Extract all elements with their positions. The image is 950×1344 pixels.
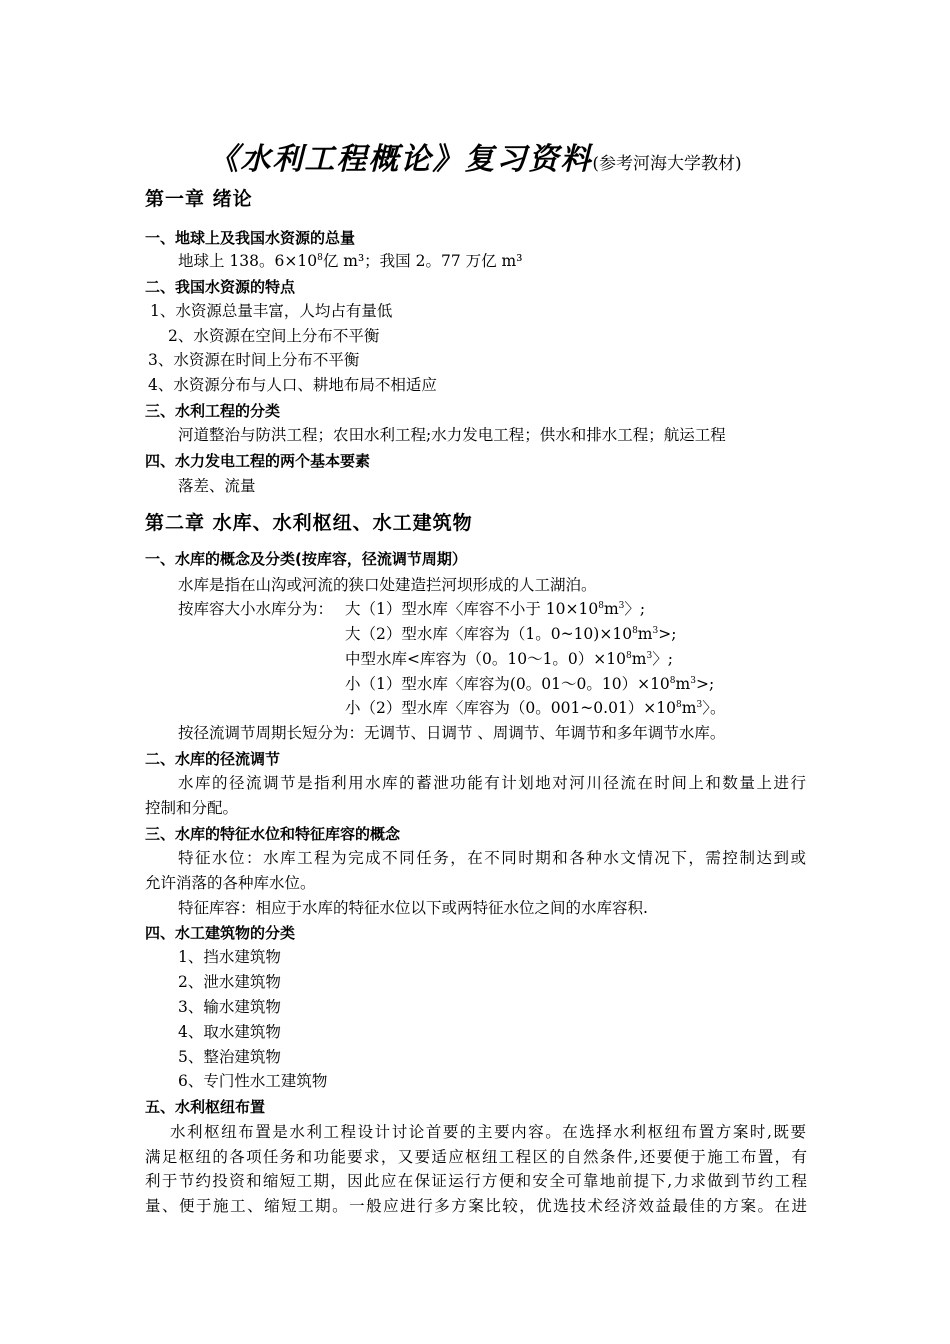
list-item: 1、水资源总量丰富，人均占有量低 <box>150 302 393 320</box>
paragraph: 按径流调节周期长短分为：无调节、日调节 、周调节、年调节和多年调节水库。 <box>178 724 726 742</box>
title-subtitle: (参考河海大学教材) <box>592 154 742 174</box>
list-item: 小（2）型水库〈库容为（0。$001\sim 0.01)\times 10^8m^3$〉。 <box>345 699 726 717</box>
paragraph: 允许消落的各种库水位。 <box>145 874 316 892</box>
list-item: 6、专门性水工建筑物 <box>178 1072 328 1090</box>
section-heading: 二、水库的径流调节 <box>145 750 281 768</box>
list-item: 4、水资源分布与人口、耕地布局不相适应 <box>148 376 437 394</box>
paragraph: 特征水位：水库工程为完成不同任务，在不同时期和各种水文情况下，需控制达到或 <box>178 849 806 867</box>
section-heading: 二、我国水资源的特点 <box>145 278 296 296</box>
section-heading: 一、地球上及我国水资源的总量 <box>145 229 356 247</box>
list-item: 3、输水建筑物 <box>178 998 281 1016</box>
paragraph: 特征库容：相应于水库的特征水位以下或两特征水位之间的水库容积. <box>178 899 648 917</box>
paragraph: 控制和分配。 <box>145 799 239 817</box>
section-heading: 五、水利枢纽布置 <box>145 1098 266 1116</box>
list-item: 4、取水建筑物 <box>178 1023 281 1041</box>
paragraph: 水利枢纽布置是水利工程设计讨论首要的主要内容。在选择水利枢纽布置方案时,既要 <box>170 1123 806 1141</box>
list-item: 3、水资源在时间上分布不平衡 <box>148 351 360 369</box>
paragraph: 地球上 138。$6\times 10^8$亿 m³；我国 2。77 万亿 m³ <box>178 252 523 270</box>
list-item: 2、水资源在空间上分布不平衡 <box>168 327 380 345</box>
list-item: 2、泄水建筑物 <box>178 973 281 991</box>
list-item: 1、挡水建筑物 <box>178 948 281 966</box>
paragraph: 量、便于施工、缩短工期。一般应进行多方案比较，优选技术经济效益最佳的方案。在进 <box>145 1197 807 1215</box>
list-item: 大（2）型水库〈库容为（1。$0\sim 10)\times 10^8m^3>$; <box>345 625 677 643</box>
paragraph: 落差、流量 <box>178 477 256 495</box>
section-heading: 三、水库的特征水位和特征库容的概念 <box>145 825 401 843</box>
section-heading: 四、水工建筑物的分类 <box>145 924 296 942</box>
paragraph: 水库的径流调节是指利用水库的蓄泄功能有计划地对河川径流在时间上和数量上进行 <box>178 774 806 792</box>
list-item: 大（1）型水库〈库容不小于 $10\times 10^8m^3$〉; <box>345 600 646 618</box>
section-heading: 一、水库的概念及分类(按库容，径流调节周期） <box>145 550 467 568</box>
paragraph: 满足枢纽的各项任务和功能要求，又要适应枢纽工程区的自然条件,还要便于施工布置，有 <box>145 1148 807 1166</box>
paragraph: 河道整治与防洪工程；农田水利工程;水力发电工程；供水和排水工程；航运工程 <box>178 426 726 444</box>
list-item: 中型水库<库容为（0。10～1。$0)\times 10^8m^3$〉; <box>345 650 673 668</box>
section-heading: 三、水利工程的分类 <box>145 402 281 420</box>
chapter-2-heading: 第二章 水库、水利枢纽、水工建筑物 <box>145 512 473 534</box>
title-main: 《水利工程概论》复习资料 <box>208 142 593 177</box>
list-item: 5、整治建筑物 <box>178 1048 281 1066</box>
list-item: 小（1）型水库〈库容为(0。01～0。$10)\times 10^8m^3>$; <box>345 675 715 693</box>
section-heading: 四、水力发电工程的两个基本要素 <box>145 452 371 470</box>
chapter-1-heading: 第一章 绪论 <box>145 188 253 210</box>
paragraph: 按库容大小水库分为： <box>178 600 334 618</box>
paragraph: 水库是指在山沟或河流的狭口处建造拦河坝形成的人工湖泊。 <box>178 576 597 594</box>
document-title <box>0 134 950 178</box>
paragraph: 利于节约投资和缩短工期，因此应在保证运行方便和安全可靠地前提下,力求做到节约工程 <box>145 1172 807 1190</box>
